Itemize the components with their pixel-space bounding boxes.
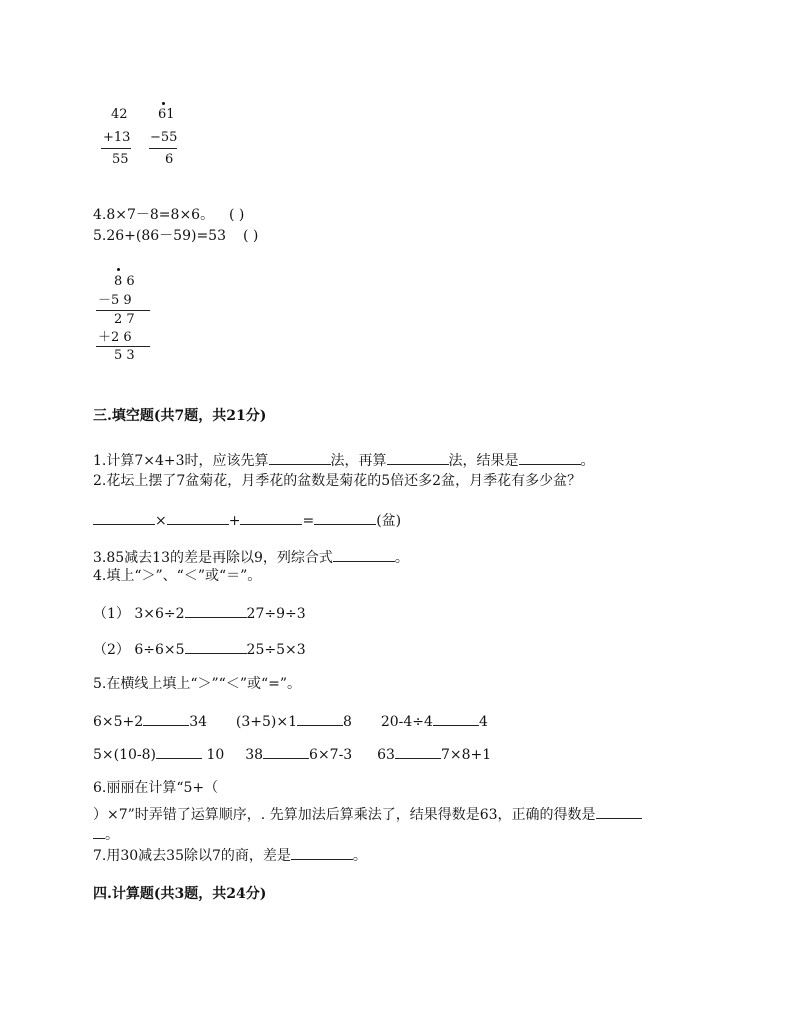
addend-bottom: +13 [103,130,131,145]
section4-heading: 四.计算题(共3题，共24分) [93,886,267,902]
blank-q6-cont[interactable] [93,824,105,839]
blank-q5-2[interactable] [297,711,343,726]
blank-q4-1[interactable] [185,603,247,618]
fill-q4-1: （1） 3×6÷2 27÷9÷3 [93,603,306,623]
fill-q6-line1: 6.丽丽在计算“5+（ [93,780,219,796]
fill-q3: 3.85减去13的差是再除以9，列综合式 。 [93,547,409,567]
sum-result: 55 [112,152,129,167]
judge-q5-paren[interactable]: ( ) [243,228,259,244]
borrow-dot [117,268,120,271]
blank-q5-6[interactable] [395,744,441,759]
difference-result: 6 [165,152,174,167]
minuend: 61 [158,107,175,122]
fill-q7: 7.用30减去35除以7的商，差是 。 [93,845,367,865]
fill-q5-row2: 5×(10-8) 10 38 6×7-3 63 7×8+1 [93,744,491,764]
chain-add: ＋2 6 [98,330,132,345]
addend-top: 42 [111,107,128,122]
fill-q5: 5.在横线上填上“＞”“＜”或“=”。 [93,676,302,692]
section3-heading: 三.填空题(共7题，共21分) [93,408,267,424]
blank-q1-3[interactable] [519,450,581,465]
blank-q5-5[interactable] [263,744,309,759]
blank-q2-1[interactable] [93,510,155,525]
fill-q2: 2.花坛上摆了7盆菊花，月季花的盆数是菊花的5倍还多2盆，月季花有多少盆？ [93,473,582,489]
blank-q6[interactable] [596,804,642,819]
fill-q2-formula: × + = (盆) [93,510,401,530]
blank-q5-4[interactable] [156,744,202,759]
fill-q6-line2: ）×7”时弄错了运算顺序，. 先算加法后算乘法了，结果得数是63，正确的得数是 [93,804,642,824]
fill-q5-row1: 6×5+2 34 (3+5)×1 8 20-4÷4 4 [93,711,488,731]
fill-q1: 1.计算7×4+3时，应该先算 法，再算 法，结果是 。 [93,450,595,470]
blank-q2-4[interactable] [314,510,376,525]
chain-result: 5 3 [114,348,135,363]
fill-q6-line3: 。 [93,824,119,844]
blank-q5-3[interactable] [433,711,479,726]
blank-q1-2[interactable] [387,450,449,465]
blank-q2-2[interactable] [167,510,229,525]
blank-q4-2[interactable] [185,639,247,654]
subtrahend: −55 [150,130,178,145]
chain-top: 8 6 [114,274,135,289]
fill-q4: 4.填上“＞”、“＜”或“＝”。 [93,568,262,584]
judge-q5: 5.26+(86－59)=53 [93,228,226,244]
blank-q7[interactable] [291,845,353,860]
blank-q1-1[interactable] [269,450,331,465]
blank-q5-1[interactable] [143,711,189,726]
blank-q3[interactable] [333,547,395,562]
judge-q4-paren[interactable]: ( ) [229,207,245,223]
blank-q2-3[interactable] [240,510,302,525]
judge-q4: 4.8×7－8=8×6。 [93,207,215,223]
chain-mid: 2 7 [114,312,135,327]
borrow-dot [162,102,165,105]
fill-q4-2: （2） 6÷6×5 25÷5×3 [93,639,306,659]
chain-sub: －5 9 [98,293,132,308]
